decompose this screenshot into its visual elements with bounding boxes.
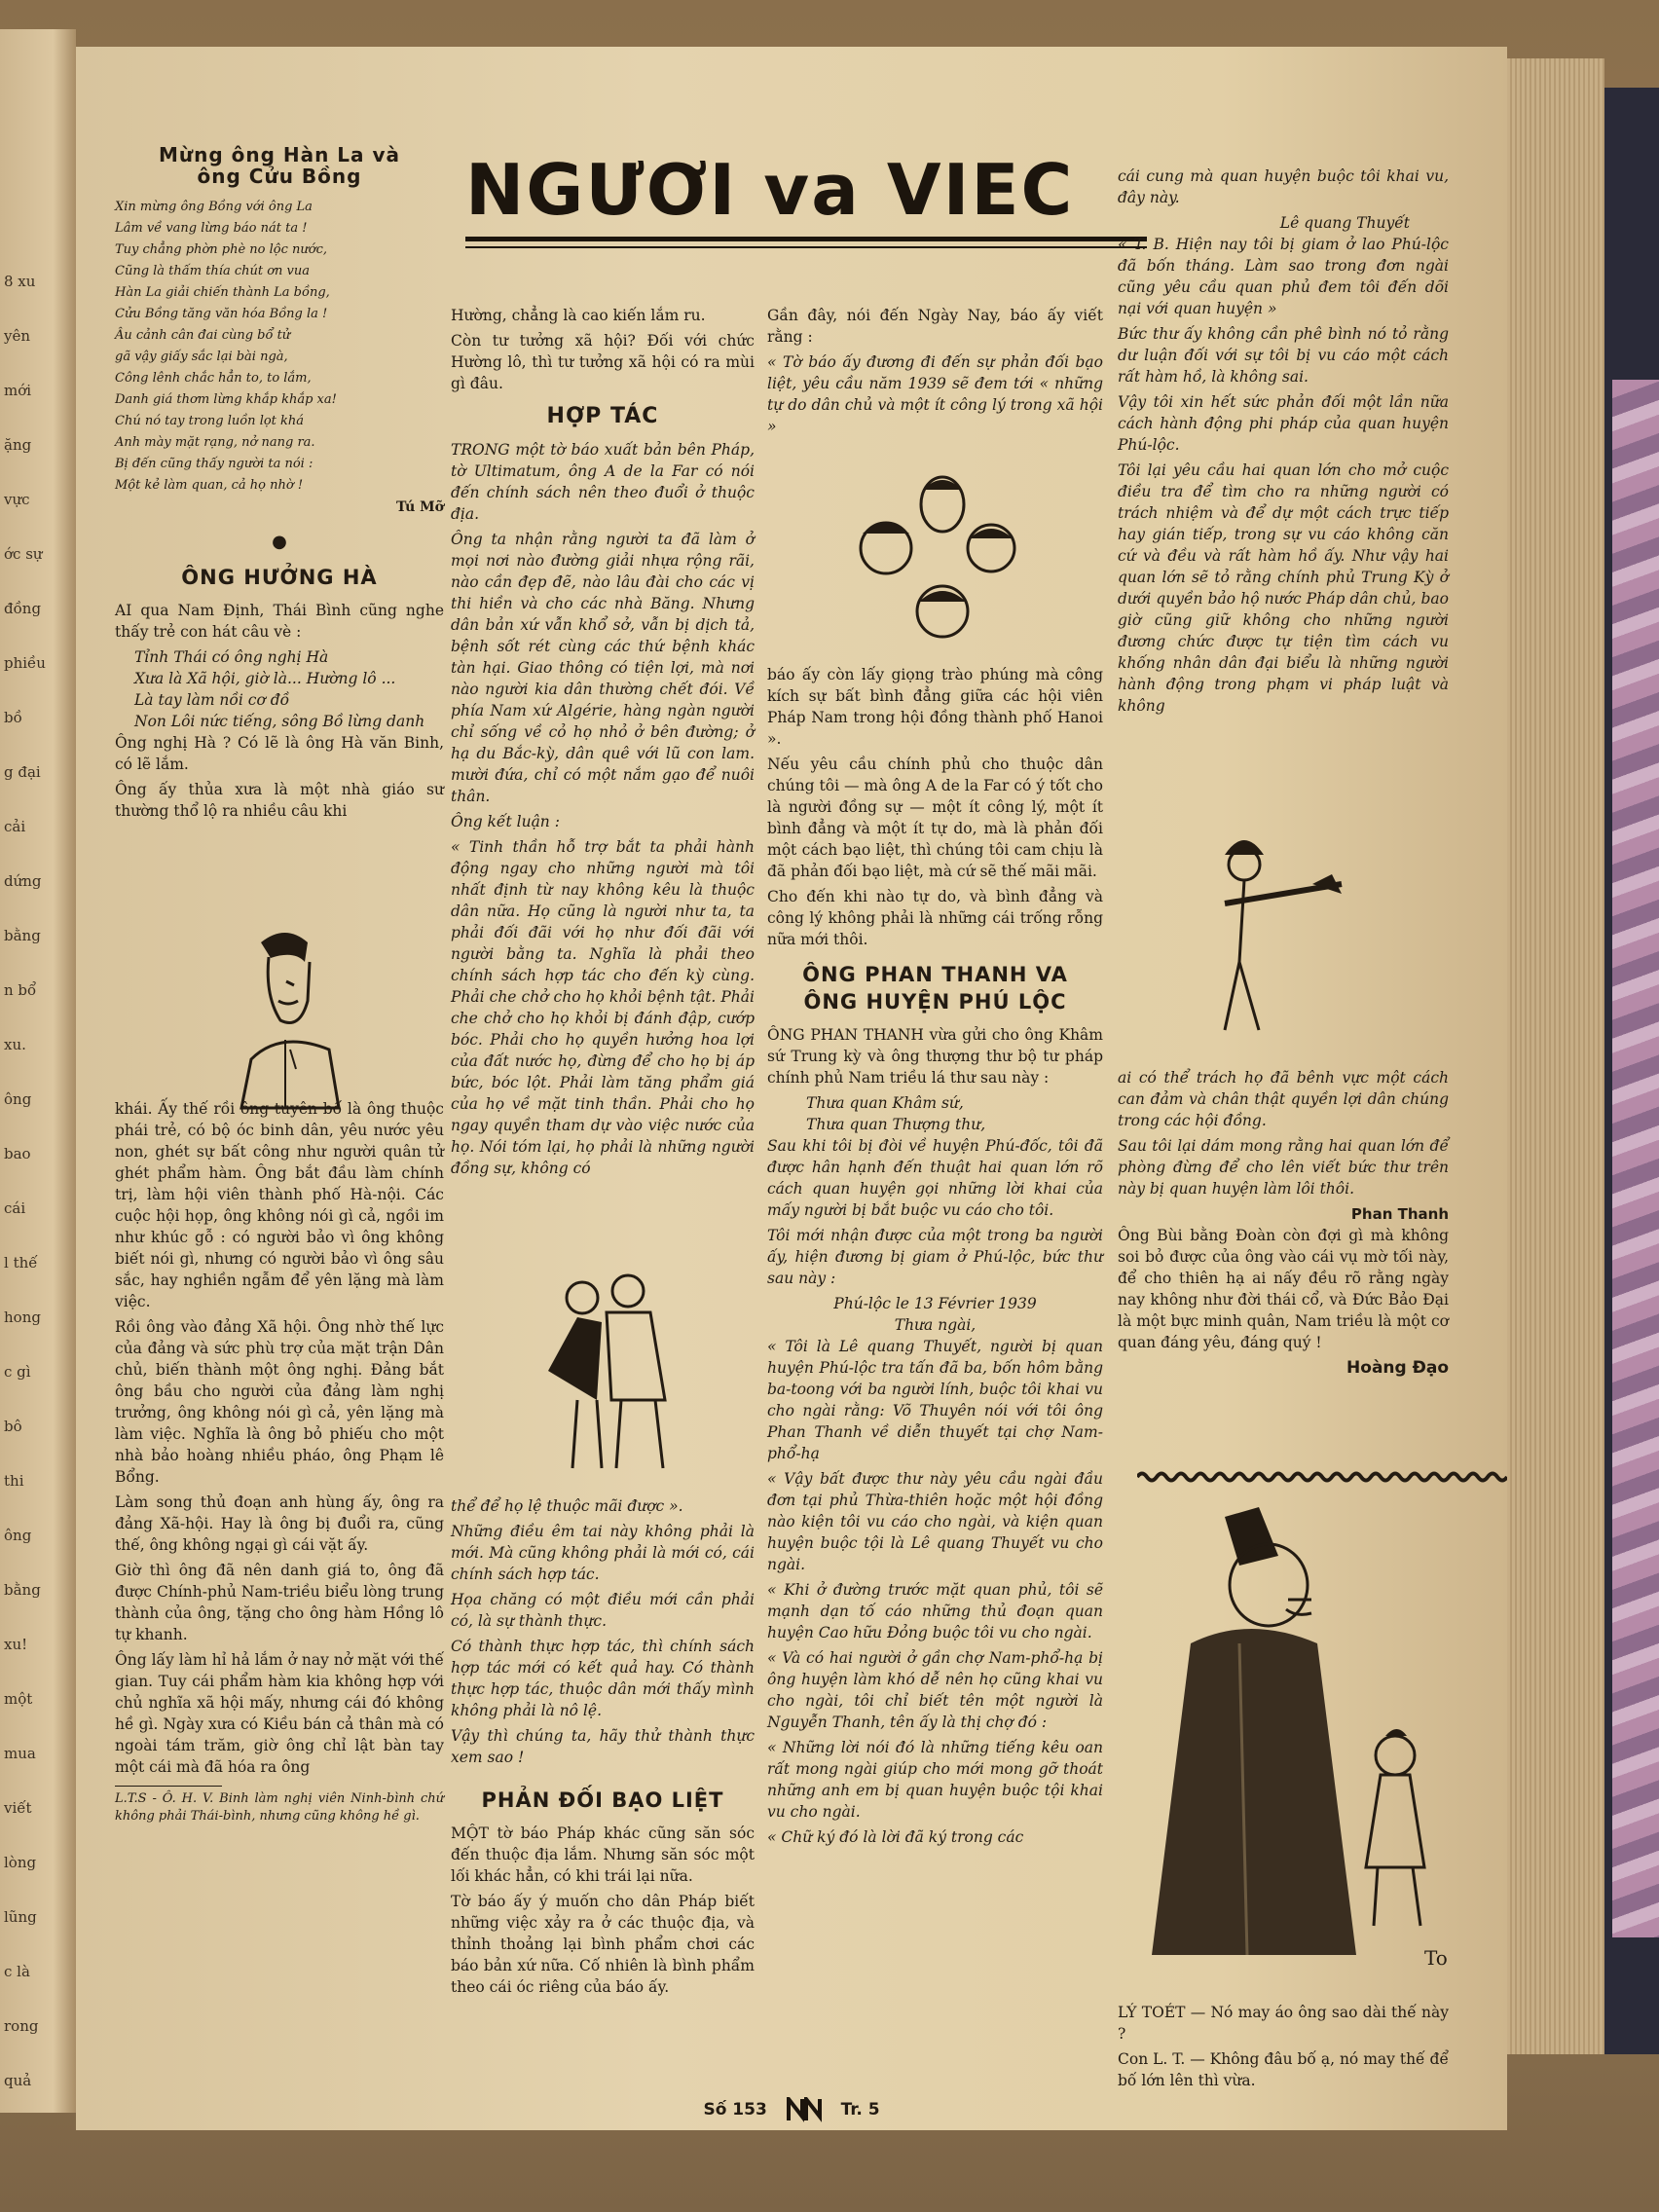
left-page-fragment: ặng [4,436,32,454]
left-page-edge [0,29,76,2113]
col3-p2: báo ấy còn lấy giọng trào phúng mà công kích sự bất bình đẳng giữa các hội viên Pháp Nam trong hội đồng thành phố Hanoi ». [767,666,1103,748]
salute-2: Thưa quan Thượng thư, [806,1116,986,1133]
ngay-nay-logo-icon [787,2097,822,2122]
signature-hoang-dao: Hoàng Đạo [1346,1358,1449,1378]
poem-line: Âu cảnh cân đai cùng bổ tử [115,328,291,343]
poem-signature: Tú Mỡ [395,499,444,515]
col3-p4: Cho đến khi nào tự do, và bình đẳng và công lý không phải là những cái trống rỗng nữa mới thôi. [767,888,1103,948]
poem-line: Cửu Bồng tăng văn hóa Bồng la ! [115,307,328,321]
left-page-fragment: viết [4,1799,32,1817]
huong-ha-p1: AI qua Nam Định, Thái Bình cũng nghe thấy trẻ con hát câu vè : [115,602,444,641]
hop-tac-p4: thể để họ lệ thuộc mãi được ». [451,1497,683,1515]
page-footer [76,2097,1507,2122]
letter-date: Phú-lộc le 13 Février 1939 [833,1295,1037,1312]
left-page-fragment: lũng [4,1908,37,1926]
left-page-fragment: c là [4,1963,30,1980]
phan-p2: Sau khi tôi bị đòi về huyện Phú-đốc, tôi đã được hân hạnh đến thuật hai quan lớn rõ cách quan huyện gọi những lời khai của mấy người bị bắt buộc vu cáo cho tôi. [767,1137,1103,1219]
phan-doi-p2: Tờ báo ấy ý muốn cho dân Pháp biết những việc xảy ra ở các thuộc địa, và thỉnh thoảng lại bình phẩm chơi các báo bản xứ nữa. Cố nhiên là bình phẩm theo cái óc riêng của báo ấy. [451,1893,755,1996]
column-2 [451,305,755,1183]
left-page-fragment: mới [4,382,32,399]
left-page-fragment: bằng [4,1581,41,1599]
left-page-fragment: hong [4,1309,41,1326]
book-cover [1604,88,1659,2054]
hop-tac-p7: Có thành thực hợp tác, thì chính sách hợp tác mới có kết quả hay. Có thành thực hợp tác, thuộc dân mới thấy mình không phải là nô lệ. [451,1638,755,1719]
left-page-fragment: rong [4,2017,39,2035]
left-page-fragment: bao [4,1145,31,1162]
left-page-fragment: xu. [4,1036,26,1053]
phan-q5: « Những lời nói đó là những tiếng kêu oan rất mong ngài giúp cho mới mong gỡ thoát những anh em bị quan huyện buộc tội khai vu cho ngài. [767,1739,1103,1821]
verse-line: Non Lôi nức tiếng, sông Bồ lừng danh [134,713,425,730]
left-page-fragment: c gì [4,1363,31,1381]
huong-ha-p7: Giờ thì ông đã nên danh giá to, ông đã được Chính-phủ Nam-triều biểu lòng trung thành của ông, tặng cho ông hàm Hồng lô tự khanh. [115,1562,444,1643]
artist-signature: To [1424,1946,1448,1970]
huong-ha-p3: Ông ấy thủa xưa là một nhà giáo sư thường thổ lộ ra nhiều câu khi [115,781,444,820]
hop-tac-quote: « Tinh thần hỗ trợ bắt ta phải hành động ngay cho những người mà tôi nhất định từ nay không kêu là thuộc dân nữa. Họ cũng là người như ta, ta phải đối đãi với họ như đối đãi với người bằng ta. Nghĩa là phải theo chính sách hợp tác cho đến kỳ cùng. Phải che chở cho họ khỏi bệnh tật. Phải che chở cho họ khỏi bị đánh đập, cướp bóc. Phải cho họ quyền hưởng hoa lợi của đất nước họ, đừng để cho họ bị áp bức, bóc lột. Phải làm tăng phẩm giá của họ về mặt tinh thần. Phải cho họ ngay quyền tham dự vào việc nước của họ. Nói tóm lại, họ phải là những người đồng sự, không có [451,838,755,1177]
wavy-divider [1137,1470,1507,1484]
masthead-rule-thin [465,246,1147,248]
left-page-fragment: thi [4,1472,24,1490]
poem-line: Công lênh chắc hẳn to, to lắm, [115,371,312,386]
page-stack-edge [1507,58,1604,2054]
left-page-fragment: ớc sự [4,545,43,563]
letter-greeting: Thưa ngài, [894,1316,977,1334]
left-page-fragment: mua [4,1745,36,1762]
phan-title-2: ÔNG HUYỆN PHÚ LỘC [803,990,1067,1014]
hop-tac-p6: Họa chăng có một điều mới cần phải có, là sự thành thực. [451,1591,755,1630]
huong-ha-p4: khái. Ấy thế rồi ông tuyên bố là ông thuộc phái trẻ, có bộ óc binh dân, yêu nước yêu non, ghét sự bất công như người quân tử ghét phẩm hàm. Ông bắt đầu làm chính trị, làm hội viên thành phố Hà-nội. Các cuộc hội họp, ông không nói gì cả, ngồi im như khúc gỗ : có người bảo vì ông không biết nói gì, nhưng có người bảo vì ông sâu sắc, hay nghiền ngẫm để yên lặng mà làm việc. [115,1100,444,1310]
man-sketch [193,903,387,1118]
poem-title-2: ông Cửu Bồng [197,165,362,188]
col4-p4: ai có thể trách họ đã bênh vực một cách can đảm và chân thật quyền lợi dân chúng trong các hội đồng. [1118,1069,1449,1129]
phan-q2: « Vậy bất được thư này yêu cầu ngài đầu đơn tại phủ Thừa-thiên hoặc một hội đồng nào kiện tôi vu cáo cho ngài, và kiện quan huyện buộc tội là Lê quang Thuyết vu cho ngài. [767,1470,1103,1573]
left-page-fragment: cái [4,1199,26,1217]
caption-2: Con L. T. — Không đâu bố ạ, nó may thế để bố lớn lên thì vừa. [1118,2050,1449,2089]
col4-p3: Tôi lại yêu cầu hai quan lớn cho mở cuộc điều tra để tìm cho ra những người có trách nhiệm và để dự một cách trực tiếp hay gián tiếp, trong sự vu cáo không căn cứ và đều và rất hàm hồ ấy. Như vậy hai quan lớn sẽ tỏ rằng chính phủ Trung Kỳ ở dưới quyền bảo hộ nước Pháp dân chủ, bao giờ cũng giữ không cho những người đương chức được tự tiện tìm cách vu khống nhân dân đại biểu là những người hành động trong phạm vi pháp luật và không [1118,461,1449,715]
poem-line: Xin mừng ông Bồng với ông La [115,200,313,214]
poem-line: Cũng là thấm thía chút ơn vua [115,264,311,278]
cartoon-captions [1118,2002,1449,2095]
column-1 [115,144,444,826]
col4-q1: « T. B. Hiện nay tôi bị giam ở lao Phú-lộc đã bốn tháng. Làm sao trong đơn ngài cũng yêu cầu quan phủ đem tôi đến dõi nại với quan huyện » [1118,236,1449,317]
col4-p6: Ông Bùi bằng Đoàn còn đợi gì mà không soi bỏ được của ông vào cái vụ mờ tối này, để cho thiên hạ ai nấy đều rõ rằng ngày nay không như đời thái cổ, và Đức Bảo Đại là một bực minh quân, Nam triều là một cơ quan đáng yêu, đáng quý ! [1118,1227,1449,1351]
phan-q4: « Và có hai người ở gần chợ Nam-phổ-hạ bị ông huyện làm khó dễ nên họ cũng khai vu cho ngài, tôi chỉ biết tên một người là Nguyễn Thanh, tên ấy là thị chợ đó : [767,1649,1103,1731]
hop-tac-p3: Ông kết luận : [451,813,560,830]
col4-p5: Sau tôi lại dám mong rằng hai quan lớn để phòng đừng để cho lên viết bức thư trên này bị quan huyện làm lôi thôi. [1118,1137,1449,1198]
two-men-sketch [519,1254,694,1478]
column-4-cont [1118,1067,1449,1379]
left-page-fragment: một [4,1690,33,1708]
poem-line: Một kẻ làm quan, cả họ nhờ ! [115,478,304,493]
left-page-fragment: ông [4,1527,32,1544]
hop-tac-p8: Vậy thì chúng ta, hãy thử thành thực xem sao ! [451,1727,755,1766]
poem-line: Chú nó tay trong luồn lọt khá [115,414,305,428]
note-rule [115,1786,222,1787]
left-page-fragment: vực [4,491,30,508]
caption-1: LÝ TOÉT — Nó may áo ông sao dài thế này ? [1118,2004,1449,2043]
column-3-cont [767,664,1103,1852]
poem-line: Anh mày mặt rạng, nở nang ra. [115,435,315,450]
verse-line: Xưa là Xã hội, giờ là... Hường lô ... [134,670,396,687]
verse [115,646,444,732]
poem-line: Tuy chẳng phờn phè no lộc nước, [115,242,328,257]
left-page-fragment: g đại [4,763,41,781]
left-page-fragment: quả [4,2072,32,2089]
phan-q1: « Tôi là Lê quang Thuyết, người bị quan huyện Phú-lộc tra tấn đã ba, bốn hôm bằng ba-toong với ba người lính, buộc tôi khai vu cho ngài rằng: Võ Thuyên nói với tôi ông Phan Thanh về diễn thuyết tại chợ Nam-phổ-hạ [767,1338,1103,1462]
left-page-fragment: l thế [4,1254,38,1272]
left-page-fragment: bồ [4,709,22,726]
phan-doi-p1: MỘT tờ báo Pháp khác cũng săn sóc đến thuộc địa lắm. Nhưng săn sóc một lối khác hẳn, có khi trái lại nữa. [451,1825,755,1885]
column-2-cont [451,1495,755,2002]
newspaper-page [76,47,1507,2130]
poem-line: Hàn La giải chiến thành La bồng, [115,285,330,300]
left-page-fragment: bằng [4,927,41,944]
col4-p0: cái cung mà quan huyện buộc tôi khai vu, đây này. [1118,167,1449,206]
cloth-pattern [1612,380,1659,1937]
left-page-fragment: n bổ [4,981,37,999]
left-page-fragment: ông [4,1090,32,1108]
huong-ha-title: ÔNG HƯỞNG HÀ [181,566,378,589]
phan-p1: ÔNG PHAN THANH vừa gửi cho ông Khâm sứ Trung kỳ và ông thượng thư bộ tư pháp chính phủ Nam triều lá thư sau này : [767,1026,1103,1087]
signature-phan-thanh: Phan Thanh [1350,1205,1449,1223]
masthead [465,149,1147,295]
phan-p3: Tôi mới nhận được của một trong ba người ấy, hiện đương bị giam ở Phú-lộc, bức thư sau này : [767,1227,1103,1287]
phan-doi-title: PHẢN ĐỐI BẠO LIỆT [481,1788,724,1812]
verse-line: Tỉnh Thái có ông nghị Hà [134,648,329,666]
masthead-title: NGƯƠI va VIEC [465,149,1075,231]
poem-line: gã vậy giấy sắc lại bài ngà, [115,350,288,364]
left-page-fragment: cải [4,818,26,835]
phan-title-1: ÔNG PHAN THANH VA [802,963,1068,986]
col2-p2: Còn tư tưởng xã hội? Đối với chức Hường lô, thì tư tưởng xã hội có ra mùi gì đâu. [451,332,755,392]
left-page-fragment: yên [4,327,31,345]
huong-ha-p2: Ông nghị Hà ? Có lẽ là ông Hà văn Binh, có lẽ lắm. [115,734,444,773]
hop-tac-p1: TRONG một tờ báo xuất bản bên Pháp, tờ Ultimatum, ông A de la Far có nói đến chính sách nên theo đuổi ở thuộc địa. [451,441,755,523]
phan-q3: « Khi ở đường trước mặt quan phủ, tôi sẽ mạnh dạn tố cáo những thủ đoạn quan huyện Cao hữu Đỏng buộc tôi vu cho ngài. [767,1581,1103,1641]
masthead-rule [465,237,1147,241]
poem-line: Bị đến cũng thấy người ta nói : [115,457,313,471]
left-page-fragment: lòng [4,1854,37,1871]
caricature-heads-sketch [845,465,1030,650]
col3-p3: Nếu yêu cầu chính phủ cho thuộc dân chúng tôi — mà ông A de la Far có ý tốt cho là người đồng sự — một ít công lý, một ít bình đẳng và một ít tự do, mà là phản đối một cách bạo liệt, thì chúng tôi cam chịu là đã phản đối bạo liệt, mà cứ sẽ thế mãi mãi. [767,756,1103,880]
ly-toet-cartoon [1132,1497,1483,1994]
huong-ha-p8: Ông lấy làm hỉ hả lắm ở nay nở mặt với thế gian. Tuy cái phẩm hàm kia không hợp với chủ nghĩa xã hội mấy, nhưng cái đó không hề gì. Ngày xưa có Kiều bán cả thân mà có ngoài tám trăm, giờ ông chỉ lật bàn tay một cái mà đã hóa ra ông [115,1651,444,1776]
hop-tac-p2: Ông ta nhận rằng người ta đã làm ở mọi nơi nào đường giải nhựa rộng rãi, nào cần đẹp đẽ, nào lâu đài cho các vị thi hiền và cho các nhà Băng. Nhưng dân bản xứ vẫn khổ sở, vẫn bị dịch tả, bệnh sốt rét cùng các thứ bệnh khác tàn hại. Giao thông có tiện lợi, mà nơi nào người kia dân thường chết đói. Về phía Nam xứ Algérie, hàng ngàn người chỉ sống về cỏ họ nhỏ ở bên đường; ở hạ du Bắc-kỳ, dân quê với lũ con lam. mười đứa, chỉ có một nắm gạo để nuôi thân. [451,531,755,805]
phan-q6: « Chữ ký đó là lời đã ký trong các [767,1828,1024,1846]
signature-thuyet: Lê quang Thuyết [1279,214,1410,232]
huong-ha-p6: Làm song thủ đoạn anh hùng ấy, ông ra đảng Xã-hội. Hay là ông bị đuổi ra, cũng thế, ông không ngại gì cái vặt ấy. [115,1493,444,1554]
poem-line: Danh giá thơm lừng khắp khắp xa! [115,392,337,407]
poem-title-1: Mừng ông Hàn La và [158,143,401,166]
page-number: Tr. 5 [840,2100,880,2120]
issue-number: Số 153 [703,2100,767,2120]
salute-1: Thưa quan Khâm sứ, [806,1094,964,1112]
left-page-fragment: 8 xu [4,273,36,290]
left-page-fragment: bô [4,1418,22,1435]
column-4 [1118,166,1449,720]
col2-p1: Hường, chẳng là cao kiến lắm ru. [451,307,706,324]
left-page-fragment: dứng [4,872,42,890]
column-1-cont [115,1098,444,1829]
col3-quote1: « Tờ báo ấy đương đi đến sự phản đối bạo liệt, yêu cầu năm 1939 sẽ đem tới « những tự do dân chủ và một ít công lý trong xã hội » [767,353,1103,435]
col4-p2: Vậy tôi xin hết sức phản đối một lần nữa cách hành động phi pháp của quan huyện Phú-lộc. [1118,393,1449,454]
left-page-fragment: đồng [4,600,42,617]
left-page-fragment: phiều [4,654,46,672]
hop-tac-p5: Những điều êm tai này không phải là mới. Mà cũng không phải là mới có, cái chính sách hợp tác. [451,1523,755,1583]
bullet-dot: ● [272,532,287,552]
huong-ha-p5: Rồi ông vào đảng Xã hội. Ông nhờ thế lực của đảng và sức phù trợ của mặt trận Dân chủ, biến thành một ông nghị. Đảng bắt ông bầu cho người của đảng làm nghị trưởng, ông không nói gì cả, yên lặng mà làm việc. Nghĩa là ông bỏ phiếu cho một nhà bảo hoàng nhiều pháo, ông Phạm lê Bổng. [115,1318,444,1486]
col4-p1: Bức thư ấy không cần phê bình nó tỏ rằng dư luận đối với sự tôi bị vu cáo một cách rất hàm hồ, là không sai. [1118,325,1449,386]
left-page-fragment: xu! [4,1636,28,1653]
figure-umbrella-sketch [1186,816,1361,1050]
poem-line: Lâm về vang lừng báo nát ta ! [115,221,308,236]
verse-line: Là tay làm nồi cơ đồ [134,691,290,709]
poem [115,197,444,497]
hop-tac-title: HỢP TÁC [546,404,659,428]
editor-note: L.T.S - Ô. H. V. Binh làm nghị viên Ninh-bình chứ không phải Thái-bình, nhưng cũng không hề gì. [115,1791,444,1824]
col3-p1: Gần đây, nói đến Ngày Nay, báo ấy viết rằng : [767,307,1103,346]
column-3 [767,305,1103,441]
